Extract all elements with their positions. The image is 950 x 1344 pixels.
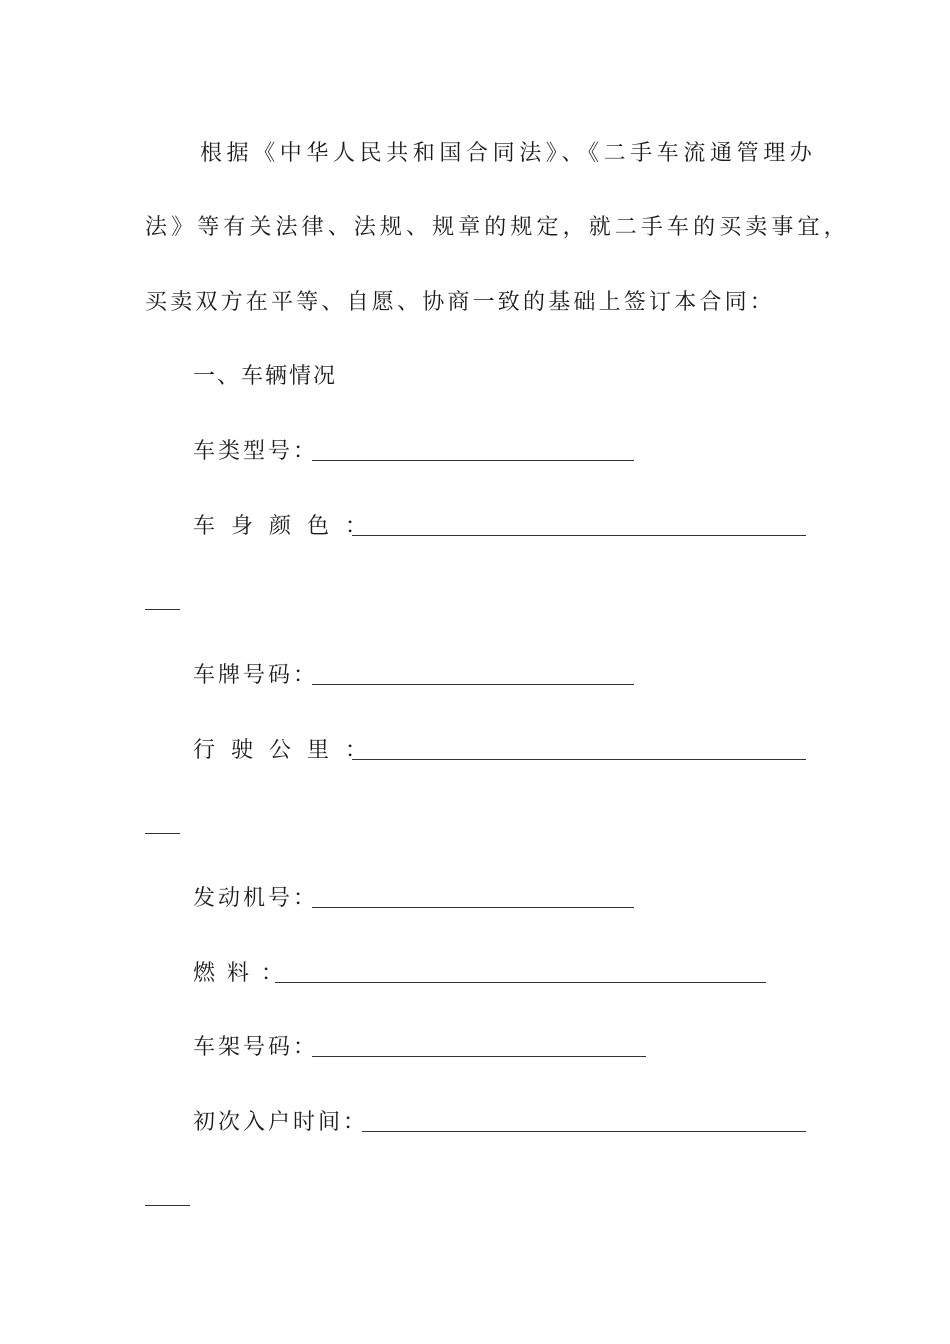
section-heading-vehicle-info: 一、车辆情况	[193, 364, 338, 389]
first-registration-blank-continued[interactable]	[145, 1205, 190, 1206]
intro-line-2: 法》等有关法律、法规、规章的规定，就二手车的买卖事宜，	[145, 215, 850, 240]
plate-blank[interactable]	[312, 684, 634, 685]
mileage-blank-continued[interactable]	[145, 833, 180, 834]
first-registration-blank[interactable]	[362, 1131, 806, 1132]
plate-label: 车牌号码：	[193, 663, 319, 688]
intro-line-3: 买卖双方在平等、自愿、协商一致的基础上签订本合同：	[145, 290, 776, 315]
vin-blank[interactable]	[312, 1056, 646, 1057]
fuel-blank[interactable]	[275, 982, 766, 983]
vin-label: 车架号码：	[193, 1035, 319, 1060]
intro-line-1: 根据《中华人民共和国合同法》、《二手车流通管理办	[200, 141, 817, 166]
model-label: 车类型号：	[193, 439, 319, 464]
mileage-label: 行驶公里：	[193, 738, 384, 763]
color-blank[interactable]	[352, 535, 806, 536]
model-blank[interactable]	[312, 460, 634, 461]
color-label: 车身颜色：	[193, 514, 384, 539]
engine-blank[interactable]	[312, 907, 634, 908]
engine-label: 发动机号：	[193, 886, 319, 911]
fuel-label: 燃料：	[193, 961, 296, 986]
color-blank-continued[interactable]	[145, 609, 180, 610]
mileage-blank[interactable]	[352, 759, 806, 760]
first-registration-label: 初次入户时间：	[193, 1110, 369, 1135]
